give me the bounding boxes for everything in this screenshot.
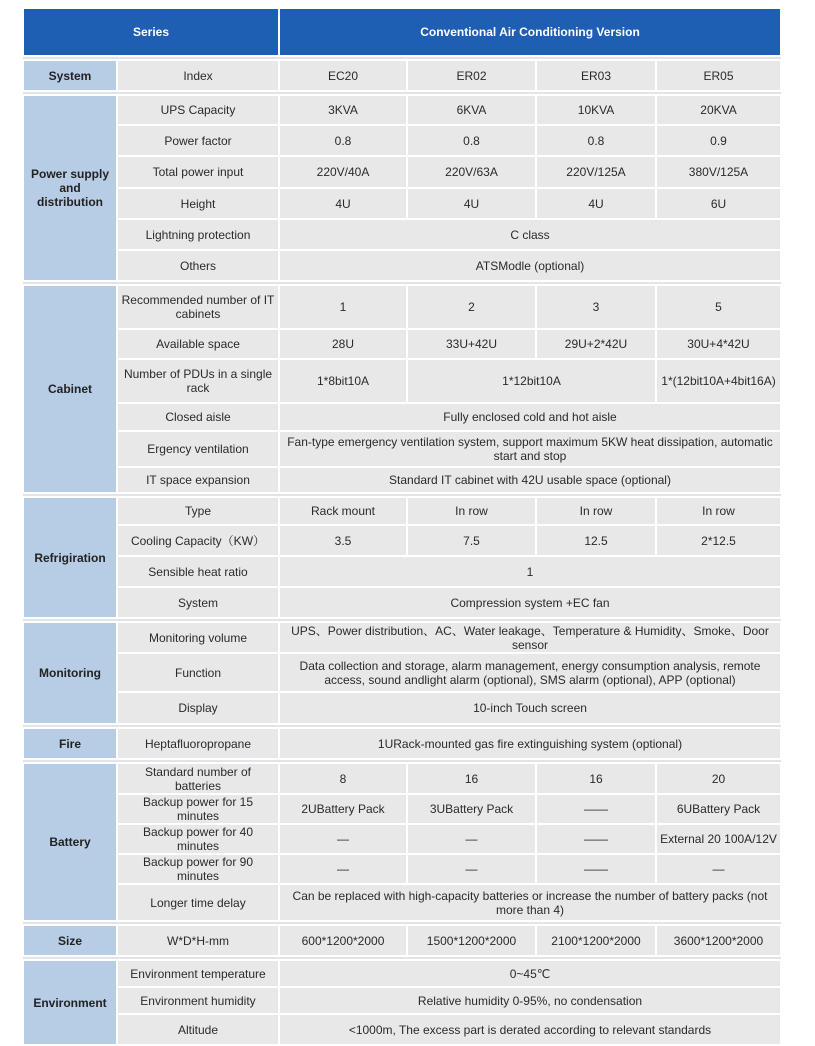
model-ec20: EC20: [279, 60, 407, 91]
cell-value: 0.8: [407, 125, 536, 156]
row-label: Environment humidity: [117, 987, 279, 1014]
table-row: [23, 556, 781, 587]
cell-value: Data collection and storage, alarm management, energy consumption analysis, remote access, sound andlight alarm (optional), SMS alarm (optional), APP (optional): [279, 653, 781, 692]
table-row: [23, 824, 781, 854]
group-size: Size: [23, 925, 117, 956]
cell-value: <1000m, The excess part is derated according to relevant standards: [279, 1014, 781, 1045]
table-row: [23, 250, 781, 281]
cell-value: ——: [536, 854, 656, 884]
table-row: [23, 467, 781, 493]
row-label: Longer time delay: [117, 884, 279, 921]
cell-value: 4U: [536, 188, 656, 219]
cell-value: 8: [279, 763, 407, 794]
table-row: [23, 854, 781, 884]
cell-value: —: [407, 854, 536, 884]
cell-value: Standard IT cabinet with 42U usable space (optional): [279, 467, 781, 493]
cell-value: 1500*1200*2000: [407, 925, 536, 956]
cell-value: 1URack-mounted gas fire extinguishing system (optional): [279, 728, 781, 759]
cell-value: 220V/125A: [536, 156, 656, 188]
cell-value: 12.5: [536, 525, 656, 556]
cell-value: 0.8: [536, 125, 656, 156]
row-label: Function: [117, 653, 279, 692]
table-row: [23, 403, 781, 431]
table-row: [23, 925, 781, 956]
cell-value: 5: [656, 285, 781, 329]
series-header: Series: [23, 8, 279, 56]
row-label: System: [117, 587, 279, 618]
cell-value: ATSModle (optional): [279, 250, 781, 281]
table-row: [23, 431, 781, 467]
cell-value: 2*12.5: [656, 525, 781, 556]
group-fire: Fire: [23, 728, 117, 759]
group-monitoring: Monitoring: [23, 622, 117, 724]
cell-value: 6U: [656, 188, 781, 219]
row-label: Lightning protection: [117, 219, 279, 250]
cell-value: 0.8: [279, 125, 407, 156]
table-row: [23, 125, 781, 156]
table-row: [23, 587, 781, 618]
cell-value: Rack mount: [279, 497, 407, 525]
row-label: Ergency ventilation: [117, 431, 279, 467]
cell-value: In row: [656, 497, 781, 525]
row-label: Height: [117, 188, 279, 219]
cell-value: Fully enclosed cold and hot aisle: [279, 403, 781, 431]
row-label: Heptafluoropropane: [117, 728, 279, 759]
cell-value: 380V/125A: [656, 156, 781, 188]
version-title: Conventional Air Conditioning Version: [279, 8, 781, 56]
row-label: Power factor: [117, 125, 279, 156]
cell-value: C class: [279, 219, 781, 250]
table-row: [23, 987, 781, 1014]
cell-value: 3: [536, 285, 656, 329]
cell-value: 20KVA: [656, 95, 781, 125]
group-environment: Environment: [23, 960, 117, 1045]
cell-value: 29U+2*42U: [536, 329, 656, 359]
cell-value: 20: [656, 763, 781, 794]
cell-value: Compression system +EC fan: [279, 587, 781, 618]
table-row: [23, 329, 781, 359]
cell-value: 4U: [407, 188, 536, 219]
cell-value: 1*12bit10A: [407, 359, 656, 403]
table-row: [23, 95, 781, 125]
cell-value: Relative humidity 0-95%, no condensation: [279, 987, 781, 1014]
row-label: Backup power for 15 minutes: [117, 794, 279, 824]
table-row: [23, 794, 781, 824]
table-row: [23, 622, 781, 653]
cell-value: 220V/63A: [407, 156, 536, 188]
row-label: Sensible heat ratio: [117, 556, 279, 587]
cell-value: 2: [407, 285, 536, 329]
cell-value: 16: [407, 763, 536, 794]
row-label: Cooling Capacity（KW）: [117, 525, 279, 556]
cell-value: ——: [536, 824, 656, 854]
row-label: UPS Capacity: [117, 95, 279, 125]
cell-value: —: [407, 824, 536, 854]
table-row: [23, 884, 781, 921]
table-row: [23, 1014, 781, 1045]
cell-value: —: [279, 854, 407, 884]
table-row: [23, 359, 781, 403]
spec-table: [22, 7, 782, 1046]
cell-value: 6KVA: [407, 95, 536, 125]
table-row: [23, 728, 781, 759]
row-label: Recommended number of IT cabinets: [117, 285, 279, 329]
cell-value: 0~45℃: [279, 960, 781, 987]
table-row: [23, 60, 781, 91]
table-row: [23, 525, 781, 556]
cell-value: 7.5: [407, 525, 536, 556]
row-label: Others: [117, 250, 279, 281]
cell-value: 10-inch Touch screen: [279, 692, 781, 724]
table-row: [23, 497, 781, 525]
header-row: [23, 8, 781, 56]
cell-value: In row: [536, 497, 656, 525]
row-label: Available space: [117, 329, 279, 359]
cell-value: 1*(12bit10A+4bit16A): [656, 359, 781, 403]
cell-value: 1: [279, 285, 407, 329]
table-row: [23, 188, 781, 219]
cell-value: 33U+42U: [407, 329, 536, 359]
cell-value: 600*1200*2000: [279, 925, 407, 956]
row-label: Total power input: [117, 156, 279, 188]
table-row: [23, 692, 781, 724]
cell-value: —: [279, 824, 407, 854]
cell-value: 28U: [279, 329, 407, 359]
table-row: [23, 219, 781, 250]
group-system: System: [23, 60, 117, 91]
cell-value: 3.5: [279, 525, 407, 556]
row-label: Altitude: [117, 1014, 279, 1045]
row-label: Index: [117, 60, 279, 91]
cell-value: Fan-type emergency ventilation system, support maximum 5KW heat dissipation, automatic start and stop: [279, 431, 781, 467]
cell-value: UPS、Power distribution、AC、Water leakage、Temperature & Humidity、Smoke、Door sensor: [279, 622, 781, 653]
row-label: Type: [117, 497, 279, 525]
cell-value: 0.9: [656, 125, 781, 156]
cell-value: 10KVA: [536, 95, 656, 125]
table-row: [23, 763, 781, 794]
model-er05: ER05: [656, 60, 781, 91]
group-power: Power supply and distribution: [23, 95, 117, 281]
cell-value: 16: [536, 763, 656, 794]
cell-value: 30U+4*42U: [656, 329, 781, 359]
model-er03: ER03: [536, 60, 656, 91]
row-label: Monitoring volume: [117, 622, 279, 653]
row-label: Standard number of batteries: [117, 763, 279, 794]
cell-value: —: [656, 854, 781, 884]
group-refrigeration: Refrigiration: [23, 497, 117, 618]
row-label: Closed aisle: [117, 403, 279, 431]
cell-value: In row: [407, 497, 536, 525]
group-cabinet: Cabinet: [23, 285, 117, 493]
row-label: IT space expansion: [117, 467, 279, 493]
cell-value: ——: [536, 794, 656, 824]
table-row: [23, 285, 781, 329]
cell-value: 220V/40A: [279, 156, 407, 188]
cell-value: 6UBattery Pack: [656, 794, 781, 824]
row-label: Backup power for 90 minutes: [117, 854, 279, 884]
cell-value: 3UBattery Pack: [407, 794, 536, 824]
row-label: Display: [117, 692, 279, 724]
group-battery: Battery: [23, 763, 117, 921]
row-label: Environment temperature: [117, 960, 279, 987]
cell-value: 1*8bit10A: [279, 359, 407, 403]
row-label: Number of PDUs in a single rack: [117, 359, 279, 403]
cell-value: 4U: [279, 188, 407, 219]
cell-value: External 20 100A/12V: [656, 824, 781, 854]
cell-value: 2100*1200*2000: [536, 925, 656, 956]
cell-value: 2UBattery Pack: [279, 794, 407, 824]
row-label: W*D*H-mm: [117, 925, 279, 956]
table-row: [23, 156, 781, 188]
cell-value: 1: [279, 556, 781, 587]
cell-value: 3KVA: [279, 95, 407, 125]
cell-value: Can be replaced with high-capacity batteries or increase the number of battery packs (not more than 4): [279, 884, 781, 921]
model-er02: ER02: [407, 60, 536, 91]
table-row: [23, 960, 781, 987]
table-row: [23, 653, 781, 692]
cell-value: 3600*1200*2000: [656, 925, 781, 956]
row-label: Backup power for 40 minutes: [117, 824, 279, 854]
